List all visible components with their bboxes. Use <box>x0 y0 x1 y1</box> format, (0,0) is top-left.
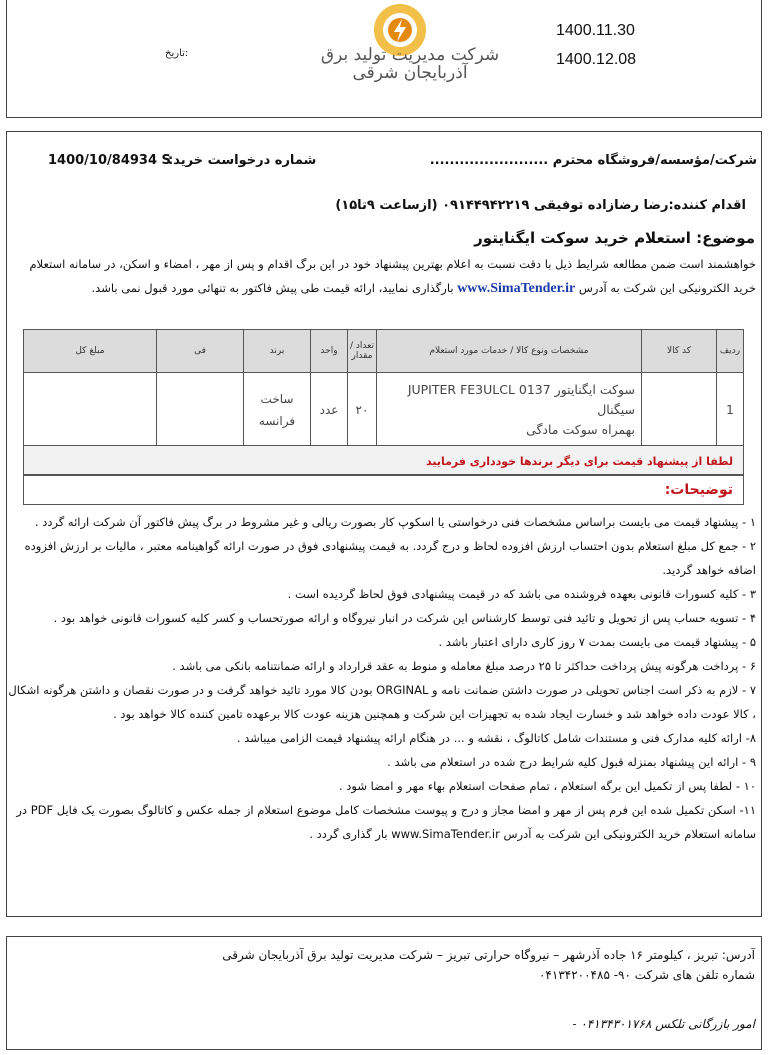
items-table <box>23 329 744 448</box>
cell-total <box>24 373 157 448</box>
condition-2: ۲ - جمع کل مبلغ استعلام بدون احتساب ارزش افزوده لحاظ و درج گردد. به قیمت پیشنهادی فوق در صورت ارائه گواهینامه معتبر ، مالیات بر ارزش افزوده اضافه خواهد گردید. <box>24 539 756 577</box>
recipient-line: شرکت/مؤسسه/فروشگاه محترم ........................ <box>429 153 757 168</box>
col-header-desc: مشخصات ونوع کالا / خدمات مورد استعلام <box>377 330 642 373</box>
cell-qty: ۲۰ <box>348 373 377 448</box>
description-row <box>23 475 744 505</box>
cell-unit: عدد <box>311 373 348 448</box>
col-header-code: کد کالا <box>642 330 717 373</box>
cell-desc <box>377 373 642 448</box>
cell-code <box>642 373 717 448</box>
condition-5: ۵ - پیشنهاد قیمت می بایست بمدت ۷ روز کاری دارای اعتبار باشد . <box>438 635 756 649</box>
contact-line: اقدام کننده:رضا رضازاده توفیقی ۰۹۱۴۴۹۴۲۲۱۹ (ازساعت ۹تا۱۵) <box>335 198 746 213</box>
col-header-qty: تعداد / مقدار <box>348 330 377 373</box>
col-header-total: مبلغ کل <box>24 330 157 373</box>
table-row <box>24 373 744 448</box>
col-header-row: ردیف <box>717 330 744 373</box>
desc-line-2: سیگنال <box>597 402 635 417</box>
condition-9: ۹ - ارائه این پیشنهاد بمنزله قبول کلیه شرایط درج شده در استعلام می باشد . <box>387 755 756 769</box>
condition-4: ۴ - تسویه حساب پس از تحویل و تائید فنی توسط کارشناس این شرکت در انبار نیروگاه و ارائه صورتحساب و کسر کلیه کسورات قانونی خواهد بود . <box>53 611 756 625</box>
footer-signature-line: امور بازرگانی تلکس ۰۴۱۳۴۳۰۱۷۶۸ - <box>572 1017 755 1031</box>
conditions-list <box>8 510 756 846</box>
condition-10: ۱۰ - لطفا پس از تکمیل این برگه استعلام ، تمام صفحات استعلام بهاء مهر و امضا شود . <box>338 779 756 793</box>
note-row <box>23 445 744 475</box>
request-number-value: 1400/10/84934 S <box>48 153 171 168</box>
date-2: 1400.12.08 <box>556 51 637 68</box>
intro-text-2: بارگذاری نمایید، ارائه قیمت طی پیش فاکتور به تنهائی مورد قبول نمی باشد. <box>91 281 454 295</box>
subject-title: موضوع: استعلام خرید سوکت ایگنایتور <box>474 229 755 247</box>
date-1: 1400.11.30 <box>556 22 635 39</box>
intro-text-1: خواهشمند است ضمن مطالعه شرایط ذیل با دقت نسبت به اعلام بهترین پیشنهاد خود در این برگ اقدام و پس از مهر ، امضاء و اسکن، در سامانه استعلام خرید الکترونیکی این شرکت به آدرس <box>29 257 756 295</box>
company-name: شرکت مدیریت تولید برق آذربایجان شرقی <box>320 45 500 83</box>
cell-brand: ساخت فرانسه <box>244 373 311 448</box>
condition-3: ۳ - کلیه کسورات قانونی بعهده فروشنده می باشد که در قیمت پیشنهادی فوق لحاظ گردیده است . <box>287 587 756 601</box>
condition-6: ۶ - پرداخت هرگونه پیش پرداخت حداکثر تا ۲۵ درصد مبلغ معامله و منوط به عقد قرارداد و ارائه ضمانتنامه بانکی می باشد . <box>172 659 756 673</box>
intro-url-link[interactable]: www.SimaTender.ir <box>457 281 576 296</box>
col-header-brand: برند <box>244 330 311 373</box>
condition-7: ۷ - لازم به ذکر است اجناس تحویلی در صورت داشتن ضمانت نامه و ORGINAL بودن کالا مورد تائید خواهد گرفت و در صورت نقصان و داشتن هرگونه اشکال ، کالا عودت داده خواهد شد و خسارت ایجاد شده به تجهیزات این شرکت و همچنین هزینه عودت کالا برعهده تامین کننده کالا خواهد بود . <box>8 683 756 721</box>
cell-unit-price <box>157 373 244 448</box>
condition-8: ۸- ارائه کلیه مدارک فنی و مستندات شامل کاتالوگ ، نقشه و ... در هنگام ارائه پیشنهاد قیمت الزامی میباشد . <box>236 731 756 745</box>
condition-11: ۱۱- اسکن تکمیل شده این فرم پس از مهر و امضا مجاز و درج و پیوست مشخصات کامل موضوع استعلام از جمله عکس و کاتالوگ بصورت یک فایل PDF در سامانه استعلام خرید الکترونیکی این شرکت به آدرس www.SimaTender.ir بار گذاری گردد . <box>16 803 756 841</box>
request-number-label: شماره درخواست خرید: <box>168 153 317 168</box>
table-header-row <box>24 330 744 373</box>
col-header-unit-price: فی <box>157 330 244 373</box>
condition-1: ۱ - پیشنهاد قیمت می بایست براساس مشخصات فنی درخواستی یا اسکوپ کار بصورت ریالی و غیر مشروط در برگ پیش فاکتور آن شرکت ارائه گردد . <box>34 515 756 529</box>
description-title: توضیحات: <box>664 482 733 498</box>
intro-paragraph <box>14 252 756 301</box>
date-label: تاریخ: <box>165 48 189 59</box>
desc-line-1: سوکت ایگنایتور JUPITER FE3ULCL 0137 <box>407 382 635 397</box>
desc-line-3: بهمراه سوکت مادگی <box>526 422 635 437</box>
footer-address: آدرس: تبریز ، کیلومتر ۱۶ جاده آذرشهر – نیروگاه حرارتی تبریز – شرکت مدیریت تولید برق آذربایجان شرقی <box>222 948 755 962</box>
footer-phone: شماره تلفن های شرکت ۹۰- ۰۴۱۳۴۲۰۰۴۸۵ <box>538 968 755 982</box>
cell-row: 1 <box>717 373 744 448</box>
brand-note: لطفا از پیشنهاد قیمت برای دیگر برندها خودداری فرمایید <box>425 455 733 468</box>
col-header-unit: واحد <box>311 330 348 373</box>
